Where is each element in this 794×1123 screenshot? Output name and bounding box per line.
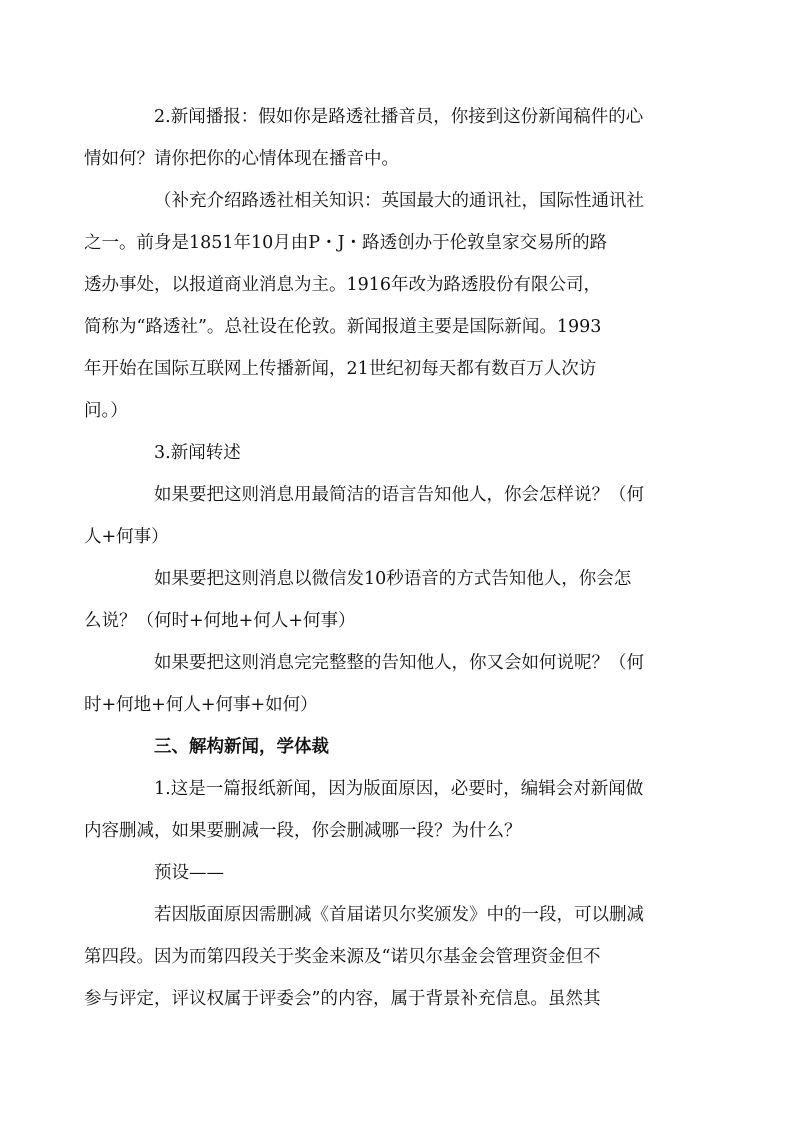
- text-line: 如果要把这则消息用最简洁的语言告知他人，你会怎样说？（何: [154, 485, 644, 505]
- text-line: 透办事处，以报道商业消息为主。1916年改为路透股份有限公司，: [84, 275, 602, 295]
- heading-text: 三、解构新闻，学体裁: [154, 737, 329, 757]
- text-line: 如果要把这则消息完完整整的告知他人，你又会如何说呢？（何: [154, 653, 644, 673]
- paragraph-preset: [119, 852, 679, 894]
- paragraph-question-1: [84, 768, 679, 852]
- text-line: （补充介绍路透社相关知识：英国最大的通讯社，国际性通讯社: [154, 191, 644, 211]
- text-line: 简称为“路透社”。总社设在伦敦。新闻报道主要是国际新闻。1993: [84, 317, 602, 337]
- paragraph-retell-simple: [84, 474, 679, 558]
- text-line: 时+何地+何人+何事+如何）: [84, 695, 318, 715]
- text-line: 之一。前身是1851年10月由P・J・路透创办于伦敦皇家交易所的路: [84, 233, 608, 253]
- section-heading: [119, 726, 679, 768]
- text-line: 如果要把这则消息以微信发10秒语音的方式告知他人，你会怎: [154, 569, 632, 589]
- text-line: 1.这是一篇报纸新闻，因为版面原因，必要时，编辑会对新闻做: [154, 779, 644, 799]
- text-line: 内容删减，如果要删减一段，你会删减哪一段？为什么？: [84, 821, 522, 841]
- text-line: 若因版面原因需删减《首届诺贝尔奖颁发》中的一段，可以删减: [154, 905, 644, 925]
- paragraph-reuters-info: [84, 180, 679, 432]
- text-line: 年开始在国际互联网上传播新闻，21世纪初每天都有数百万人次访: [84, 359, 597, 379]
- text-line: 参与评定，评议权属于评委会”的内容，属于背景补充信息。虽然其: [84, 989, 601, 1009]
- paragraph-news-broadcast: [84, 96, 679, 180]
- text-line: 问。）: [84, 401, 128, 421]
- text-line: 2.新闻播报：假如你是路透社播音员，你接到这份新闻稿件的心: [154, 107, 644, 127]
- paragraph-news-retell-title: [119, 432, 679, 474]
- paragraph-retell-wechat: [84, 558, 679, 642]
- text-line: 人+何事）: [84, 527, 169, 547]
- paragraph-retell-complete: [84, 642, 679, 726]
- text-line: 第四段。因为而第四段关于奖金来源及“诺贝尔基金会管理资金但不: [84, 947, 601, 967]
- text-line: 么说？（何时+何地+何人+何事）: [84, 611, 356, 631]
- text-line: 预设——: [154, 863, 224, 883]
- paragraph-answer: [84, 894, 679, 1020]
- text-line: 情如何？请你把你的心情体现在播音中。: [84, 149, 399, 169]
- text-line: 3.新闻转述: [154, 443, 241, 463]
